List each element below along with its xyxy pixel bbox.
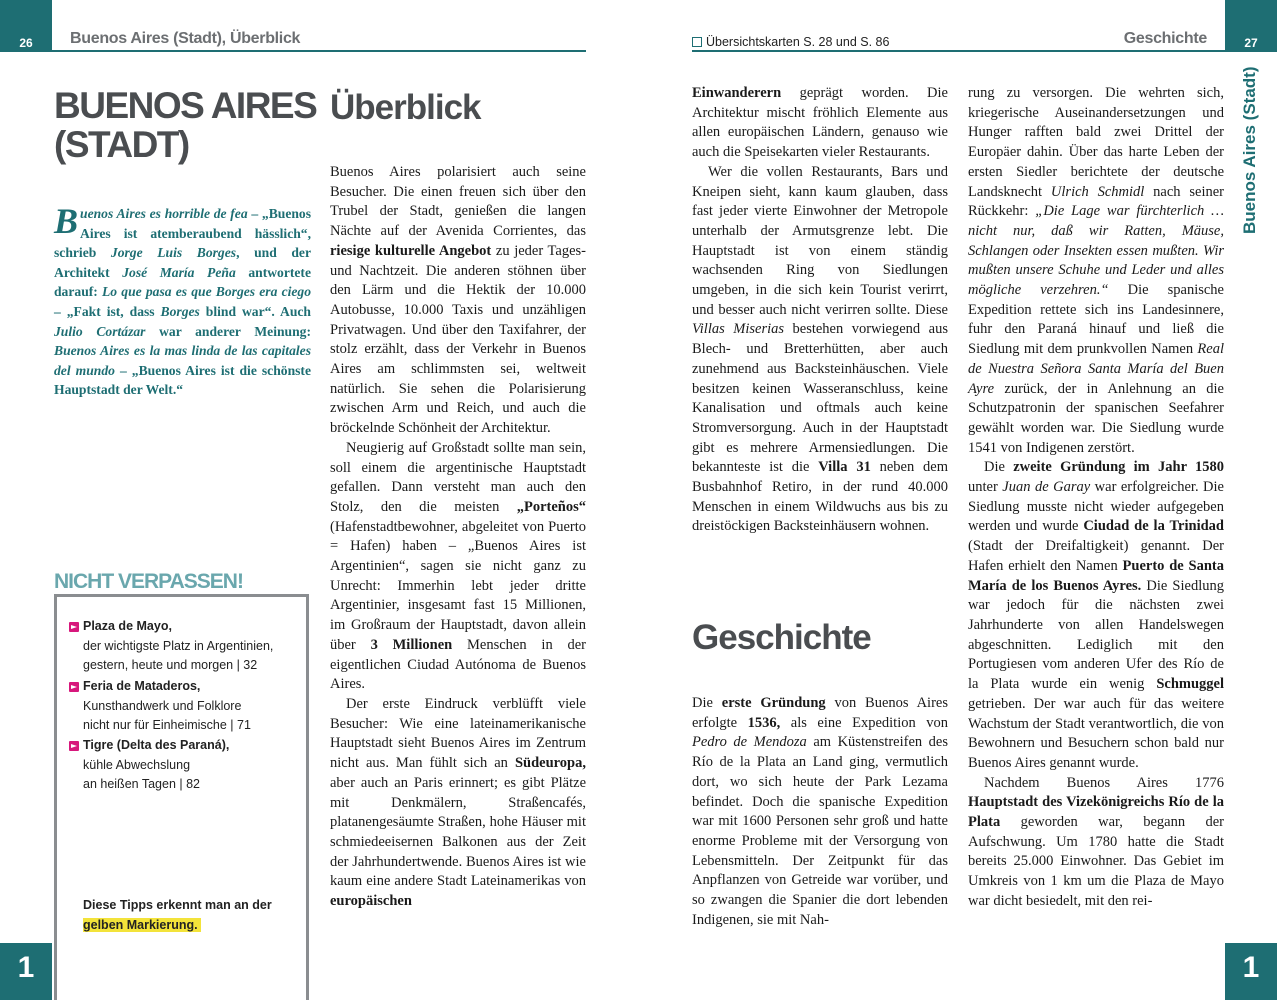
quote-part: – „Fakt ist, dass (54, 303, 161, 319)
quote-part: war anderer Meinung: (145, 323, 311, 339)
text-bold: „Porteños“ (516, 498, 586, 515)
text: Buenos Aires polarisiert auch seine Besucher. Die einen freuen sich über den Trubel der Stadt, genießen die langen Nächte auf der Avenida Corrientes, das (330, 164, 586, 240)
tip-item[interactable] (83, 677, 303, 736)
tip-description: gestern, heute und morgen | 32 (83, 658, 258, 672)
text: geworden war, begann der Aufschwung. Um 1780 hatte die Stadt bereits 25.000 Einwohner. Das Gebiet im Umkreis von 1 km um die Plaza de Mayo war dicht besiedelt, mit den rei- (968, 814, 1224, 909)
page-number-right: 27 (1225, 0, 1277, 51)
tip-name: Tigre (Delta des Paraná), (83, 738, 230, 752)
text: unter (968, 479, 1003, 496)
text-italic: Villas Miserias (692, 321, 785, 338)
tip-description: der wichtigste Platz in Argentinien, (83, 638, 274, 653)
text: Die Siedlung war jedoch für die nächsten zwei Jahrhunderte von allen Handelswegen abgeschnitten. Lediglich mit den Portugiesen vom anderen Ufer des Río de la Plata wurde ein wenig (968, 577, 1224, 693)
text: Die (984, 459, 1014, 476)
text-column-2-top (692, 84, 948, 537)
tip-item[interactable] (83, 617, 303, 676)
text: Neugierig auf Großstadt sollte man sein, soll einem die argentinische Hauptstadt gefallen. Dann versteht man auch den Stolz, den die meisten (330, 439, 586, 515)
text: Die spanische Expedition rettete sich ins Landesinnere, fuhr den Paraná hinauf und ließ die Siedlung mit dem prunkvollen Namen (968, 282, 1224, 358)
text: von Buenos Aires erfolgte (692, 695, 948, 731)
text: zurück, der in Anlehnung an die Schutzpatronin der spanischen Seefahrer gewählt worden war. Die Siedlung wurde 1541 von Indigenen zerstört. (968, 380, 1224, 456)
running-title-left: Buenos Aires (Stadt), Überblick (70, 30, 301, 47)
text: neben dem Busbahnhof Retiro, in der rund 40.000 Menschen in einem Wildwuchs aus bis zu dreistöckigen Backsteinhäusern wohnen. (692, 459, 949, 535)
intro-quote (54, 201, 312, 400)
text: zu jeder Tages- und Nachtzeit. Die anderen stöhnen über den Lärm und die Hektik der 10.000 Autobusse, 10.000 Taxis und unzähligen Privatwagen. Und über den Taxifahrer, der stolz erzählt, dass der Verkehr in Buenos Aires am schlimmsten sei, weltweit natürlich. Sie sehen die Polarisierung zwischen Arm und Reich, und auch die bröckelnde Schönheit der Architektur. (330, 242, 586, 437)
tip-description: kühle Abwechslung (83, 757, 191, 772)
arrow-right-icon (69, 741, 79, 751)
chapter-title (54, 86, 324, 164)
text-italic: Ulrich Schmidl (1050, 183, 1145, 200)
text-bold: Puerto de Santa María de los Buenos Ayres. (968, 557, 1224, 594)
paragraph (692, 694, 948, 930)
side-label-text: Buenos Aires (Stadt) (1240, 66, 1259, 234)
dropcap: B (54, 201, 79, 241)
tip-description: an heißen Tagen | 82 (83, 777, 200, 791)
text: war erfolgreicher. Die Siedlung musste nicht wieder aufgegeben werden und wurde (968, 479, 1224, 535)
text-bold: 1536, (747, 714, 781, 731)
quote-part: antwortete darauf: (54, 264, 311, 300)
chapter-title-line1: BUENOS AIRES (54, 85, 317, 126)
paragraph (968, 84, 1224, 458)
text: geprägt worden. Die Architektur mischt fröhlich Elemente aus allen europäischen Ländern, genauso wie auch die Speisekarten vieler Restaurants. (692, 85, 948, 161)
text: Nachdem Buenos Aires 1776 (984, 774, 1224, 791)
text-bold: Hauptstadt des Vizekönigreichs Río de la Plata (968, 794, 1224, 831)
chapter-tab-left: 1 (0, 943, 52, 1000)
map-reference (692, 35, 889, 49)
text: Der erste Eindruck verblüfft viele Besucher: Wie eine lateinamerikanische Hauptstadt sieht Buenos Aires im Zentrum nicht aus. Man fühlt sich an (330, 695, 586, 772)
quote-part: uenos Aires es horrible de fea (80, 206, 248, 221)
paragraph (692, 84, 948, 163)
text-bold: zweite Gründung im Jahr 1580 (1013, 459, 1224, 476)
chapter-side-label (1240, 66, 1264, 234)
text-bold: erste Gründung (721, 695, 826, 711)
text: als eine Expedition von (780, 714, 948, 731)
legend-highlight: gelben Markierung. (83, 918, 201, 932)
text-bold: Ciudad de la Trinidad (1083, 518, 1224, 535)
text-bold: riesige kulturelle Angebot (330, 242, 492, 259)
quote-part: Jorge Luis Borges (110, 245, 237, 261)
quote-part: – „Buenos Aires ist atemberaubend hässlich“, schrieb (54, 206, 311, 261)
quote-part: – „Buenos Aires ist die schönste Hauptstadt der Welt.“ (54, 362, 311, 398)
header-rule-right (692, 50, 1277, 52)
map-reference-text: Übersichtskarten S. 28 und S. 86 (706, 35, 890, 49)
tips-legend (83, 895, 303, 935)
quote-part: Borges (160, 303, 200, 319)
header-rule-left (0, 50, 586, 52)
text: Die (692, 695, 722, 711)
text: am Küstenstreifen des Río de la Plata an Land ging, vermutlich dort, wo sich heute der Park Lezama befindet. Doch die spanische Expedition war mit 1600 Personen sehr groß und hatte enorme Probleme mit der Versorgung von Lebensmitteln. Der Zeitpunkt für das Anpflanzen von Getreide war vorüber, und so zwangen die Spanier die dort lebenden Indigenen, sie mit Nah- (692, 734, 948, 928)
paragraph (968, 458, 1224, 773)
paragraph (692, 163, 948, 537)
quote-part: , und der Architekt (54, 245, 311, 280)
text-bold: europäischen (330, 893, 412, 910)
paragraph (968, 774, 1224, 912)
chapter-title-line2: (STADT) (54, 124, 189, 165)
page-number-left: 26 (0, 0, 52, 51)
nicht-verpassen-title: NICHT VERPASSEN! (54, 570, 243, 593)
tip-name: Plaza de Mayo, (83, 619, 172, 633)
quote-part: Julio Cortázar (54, 323, 146, 339)
tip-item[interactable] (83, 736, 303, 795)
text-italic: Juan de Garay (1002, 479, 1091, 496)
text: bestehen vorwiegend aus Blech- und Bretterhütten, aber auch zunehmend aus Backsteinhäuschen. Viele besitzen keinen Wasseranschluss, keine Kanalisation und oftmals auch keine Stromversorgung. Auch in der Hauptstadt gibt es mehrere Armensiedlungen. Die bekannteste ist die (692, 321, 948, 476)
quote-part: Lo que pasa es que Borges era ciego (102, 284, 312, 300)
text-column-2-bottom (692, 694, 948, 930)
legend-line: Diese Tipps erkennt man an der (83, 898, 272, 912)
tip-name: Feria de Mataderos, (83, 679, 201, 693)
paragraph (330, 439, 586, 695)
chapter-tab-right: 1 (1225, 943, 1277, 1000)
arrow-right-icon (69, 682, 79, 692)
tip-description: nicht nur für Einheimische | 71 (83, 718, 251, 732)
text: getrieben. Der war auch für das weitere Wachstum der Stadt verantwortlich, die von Bewohnern und Besuchern schon bald nur Buenos Aires genannt wurde. (968, 695, 1224, 771)
text: aber auch an Paris erinnert; es gibt Plätze mit Denkmälern, Straßencafés, platanengesäumte Straßen, hohe Häuser mit schmiedeeisernen Balkonen aus der Zeit der Jahrhundertwende. Buenos Aires ist wie kaum eine andere Stadt Lateinamerikas von (330, 774, 586, 890)
text-italic: Real de Nuestra Señora Santa María del Buen Ayre (968, 341, 1224, 397)
text-italic: Pedro de Mendoza (692, 734, 807, 751)
section-title-geschichte: Geschichte (692, 618, 871, 657)
section-title-ueberblick: Überblick (330, 88, 481, 127)
arrow-right-icon (69, 622, 79, 632)
tip-description: Kunsthandwerk und Folklore (83, 698, 242, 713)
quote-part: José María Peña (122, 264, 236, 280)
text-bold: Südeuropa, (514, 755, 586, 772)
text: (Hafenstadtbewohner, abgeleitet von Puerto = Hafen) haben – „Buenos Aires ist Argentinien“, sagen sie nicht ganz zu Unrecht: Immerhin lebt jeder dritte Argentinier, insgesamt fast 15 Millionen, im Großraum der Hauptstadt, davon allein über (330, 518, 586, 653)
text-column-1 (330, 163, 586, 912)
text: (Stadt der Dreifaltigkeit) genannt. Der Hafen erhielt den Namen (968, 538, 1224, 574)
text-bold: Villa 31 (818, 459, 871, 476)
text-bold: Schmuggel (1156, 676, 1224, 693)
nicht-verpassen-box (54, 594, 309, 1000)
quote-part: blind war“. Auch (199, 303, 311, 319)
checkbox-square-icon (692, 37, 702, 47)
running-title-right: Geschichte (1123, 30, 1207, 47)
text-bold: 3 Millionen (370, 636, 453, 653)
paragraph (330, 695, 586, 912)
paragraph (330, 163, 586, 439)
text-italic: „Die Lage war fürchterlich … nicht nur, daß wir Ratten, Mäuse, Schlangen oder Insekten essen mußten. Wir mußten unsere Schuhe und Leder und alles mögliche verzehren.“ (968, 203, 1224, 299)
quote-part: Buenos Aires es la mas linda de las capitales del mundo (54, 343, 311, 378)
text-bold: Einwanderern (692, 85, 782, 101)
text: Wer die vollen Restaurants, Bars und Kneipen sieht, kann kaum glauben, dass fast jeder vierte Einwohner der Metropole unterhalb der Armutsgrenze lebt. Die Hauptstadt ist von einem ständig wachsenden Ring von Siedlungen umgeben, in die sich kein Tourist verirrt, und besser auch nicht verirren sollte. Diese (692, 163, 948, 318)
text: Menschen in der eigentlichen Ciudad Autónoma de Buenos Aires. (330, 636, 587, 693)
text: rung zu versorgen. Die wehrten sich, kriegerische Auseinandersetzungen und Hunger rafften bald zwei Drittel der Europäer dahin. Über das harte Leben der ersten Siedler berichtete der deutsche Landsknecht (968, 85, 1224, 200)
text: nach seiner Rückkehr: (968, 183, 1224, 220)
text-column-3 (968, 84, 1224, 912)
